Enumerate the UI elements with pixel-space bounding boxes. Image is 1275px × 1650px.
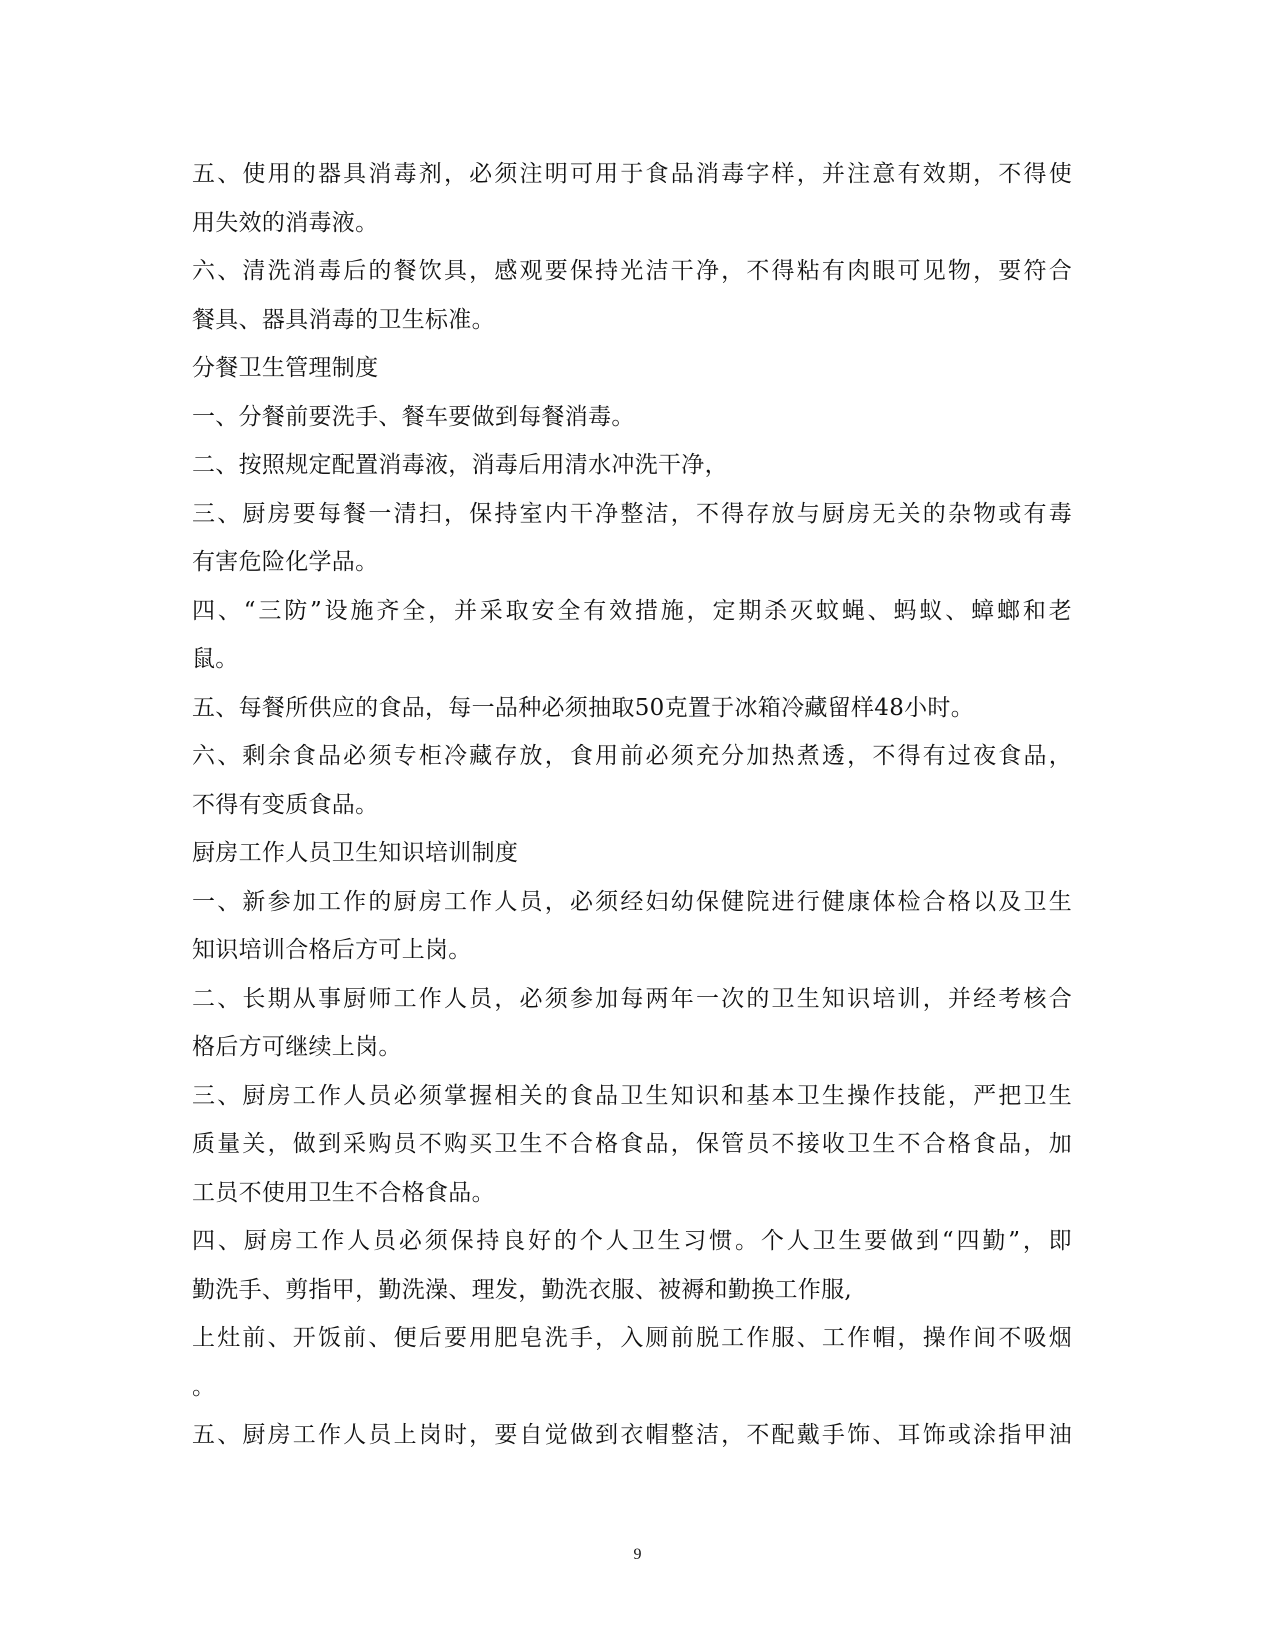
text-line: 一、分餐前要洗手、餐车要做到每餐消毒。: [192, 403, 635, 430]
section-heading: 分餐卫生管理制度: [192, 355, 379, 381]
text-line: 工员不使用卫生不合格食品。: [192, 1179, 495, 1206]
text-line: 五、每餐所供应的食品，每一品种必须抽取50克置于冰箱冷藏留样48小时。: [192, 694, 975, 721]
text-line: 上灶前、开饭前、便后要用肥皂洗手，入厕前脱工作服、工作帽，操作间不吸烟: [192, 1325, 1072, 1351]
text-line: 六、剩余食品必须专柜冷藏存放，食用前必须充分加热煮透，不得有过夜食品，: [192, 743, 1072, 769]
text-line: 四、厨房工作人员必须保持良好的个人卫生习惯。个人卫生要做到“四勤”，即: [192, 1228, 1072, 1254]
page-number: 9: [633, 1546, 642, 1563]
text-line: 一、新参加工作的厨房工作人员，必须经妇幼保健院进行健康体检合格以及卫生: [192, 888, 1072, 915]
section-heading: 厨房工作人员卫生知识培训制度: [192, 840, 519, 866]
text-line: 五、使用的器具消毒剂，必须注明可用于食品消毒字样，并注意有效期，不得使: [192, 161, 1072, 187]
text-line: 餐具、器具消毒的卫生标准。: [192, 306, 495, 333]
text-line: 用失效的消毒液。: [192, 209, 379, 236]
text-line: 勤洗手、剪指甲，勤洗澡、理发，勤洗衣服、被褥和勤换工作服,: [192, 1276, 853, 1303]
text-line: 三、厨房要每餐一清扫，保持室内干净整洁，不得存放与厨房无关的杂物或有毒: [192, 500, 1072, 527]
text-line: 二、按照规定配置消毒液，消毒后用清水冲洗干净，: [192, 452, 728, 478]
text-line: 五、厨房工作人员上岗时，要自觉做到衣帽整洁，不配戴手饰、耳饰或涂指甲油: [192, 1422, 1072, 1448]
text-line: 六、清洗消毒后的餐饮具，感观要保持光洁干净，不得粘有肉眼可见物，要符合: [192, 258, 1072, 284]
text-line: 不得有变质食品。: [192, 791, 379, 818]
text-line: 质量关，做到采购员不购买卫生不合格食品，保管员不接收卫生不合格食品，加: [192, 1131, 1072, 1157]
text-line: 。: [192, 1373, 216, 1400]
text-line: 有害危险化学品。: [192, 549, 379, 575]
text-line: 鼠。: [192, 646, 239, 672]
document-body: [192, 150, 1072, 1460]
text-line: 四、“三防”设施齐全，并采取安全有效措施，定期杀灭蚊蝇、蚂蚁、蟑螂和老: [192, 597, 1072, 624]
text-line: 知识培训合格后方可上岗。: [192, 937, 472, 963]
text-line: 格后方可继续上岗。: [192, 1034, 402, 1060]
text-line: 二、长期从事厨师工作人员，必须参加每两年一次的卫生知识培训，并经考核合: [192, 985, 1072, 1012]
text-line: 三、厨房工作人员必须掌握相关的食品卫生知识和基本卫生操作技能，严把卫生: [192, 1082, 1072, 1109]
